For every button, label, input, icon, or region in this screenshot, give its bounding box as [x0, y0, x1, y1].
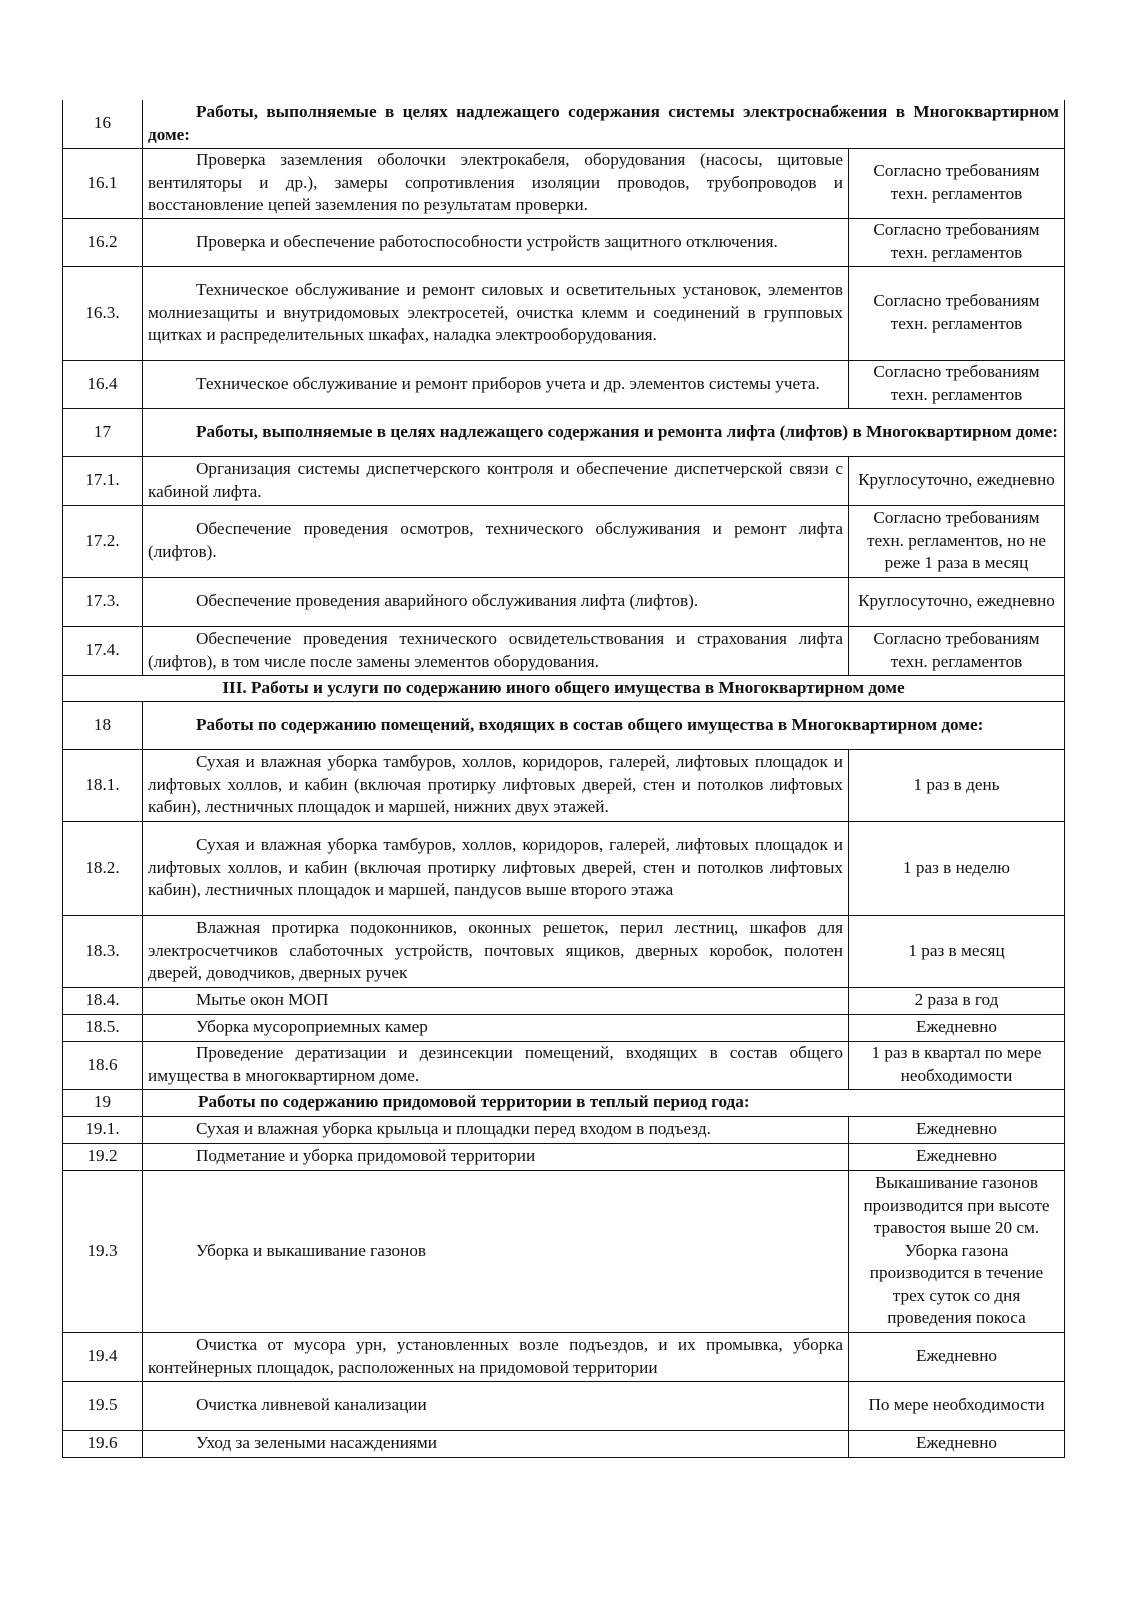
- item-number: 19.1.: [63, 1116, 143, 1143]
- item-number: 16.3.: [63, 266, 143, 360]
- item-description: [143, 360, 849, 408]
- item-description-text: Уход за зелеными насаждениями: [196, 1433, 437, 1453]
- group-heading-row: [63, 408, 1065, 456]
- document-page: [62, 100, 1064, 1458]
- table-row: [63, 218, 1065, 266]
- item-number: 18.5.: [63, 1014, 143, 1041]
- table-row: [63, 1170, 1065, 1332]
- group-number: 18: [63, 701, 143, 749]
- item-description-text: Обеспечение проведения аварийного обслуживания лифта (лифтов).: [196, 591, 699, 611]
- item-frequency: По мере необходимости: [849, 1381, 1065, 1430]
- group-title: [143, 701, 1065, 749]
- item-description: [143, 1014, 849, 1041]
- item-description-text: Проведение дератизации и дезинсекции помещений, входящих в состав общего имущества в многоквартирном доме.: [148, 1043, 843, 1085]
- group-title: [143, 408, 1065, 456]
- item-frequency: 1 раз в месяц: [849, 915, 1065, 987]
- services-table: [62, 100, 1065, 1458]
- item-frequency: Согласно требованиям техн. регламентов: [849, 626, 1065, 675]
- item-description: [143, 1430, 849, 1457]
- item-description: [143, 626, 849, 675]
- group-title: [143, 100, 1065, 148]
- item-description-text: Уборка мусороприемных камер: [196, 1017, 428, 1037]
- item-description-text: Сухая и влажная уборка крыльца и площадки перед входом в подъезд.: [196, 1119, 711, 1139]
- table-row: [63, 1381, 1065, 1430]
- group-title-text: Работы, выполняемые в целях надлежащего содержания и ремонта лифта (лифтов) в Многоквартирном доме:: [196, 421, 1058, 441]
- table-row: [63, 577, 1065, 626]
- group-title: [143, 1089, 1065, 1116]
- item-frequency: Ежедневно: [849, 1116, 1065, 1143]
- item-number: 19.4: [63, 1332, 143, 1381]
- section-title: III. Работы и услуги по содержанию иного общего имущества в Многоквартирном доме: [63, 675, 1065, 701]
- table-row: [63, 1430, 1065, 1457]
- item-description: [143, 749, 849, 821]
- item-description-text: Сухая и влажная уборка тамбуров, холлов, коридоров, галерей, лифтовых площадок и лифтовых холлов, и кабин (включая протирку лифтовых дверей, стен и потолков лифтовых кабин), лестничных площадок и маршей, пандусов выше второго этажа: [148, 835, 843, 900]
- item-frequency: Ежедневно: [849, 1430, 1065, 1457]
- item-number: 17.1.: [63, 456, 143, 505]
- item-frequency: Согласно требованиям техн. регламентов, но не реже 1 раза в месяц: [849, 505, 1065, 577]
- item-description: [143, 1170, 849, 1332]
- item-number: 18.6: [63, 1041, 143, 1089]
- item-description: [143, 1116, 849, 1143]
- table-row: [63, 1014, 1065, 1041]
- item-description-text: Влажная протирка подоконников, оконных решеток, перил лестниц, шкафов для электросчетчиков слаботочных устройств, почтовых ящиков, дверных коробок, полотен дверей, доводчиков, дверных ручек: [148, 918, 843, 983]
- item-description: [143, 577, 849, 626]
- item-number: 17.2.: [63, 505, 143, 577]
- table-row: [63, 1332, 1065, 1381]
- item-description-text: Уборка и выкашивание газонов: [196, 1240, 427, 1260]
- item-frequency: Ежедневно: [849, 1332, 1065, 1381]
- group-title-text: Работы по содержанию помещений, входящих в состав общего имущества в Многоквартирном доме:: [196, 714, 984, 734]
- item-frequency: Круглосуточно, ежедневно: [849, 577, 1065, 626]
- group-heading-row: [63, 100, 1065, 148]
- group-number: 16: [63, 100, 143, 148]
- item-frequency: 2 раза в год: [849, 987, 1065, 1014]
- item-description-text: Сухая и влажная уборка тамбуров, холлов, коридоров, галерей, лифтовых площадок и лифтовых холлов, и кабин (включая протирку лифтовых дверей, стен и потолков лифтовых кабин), лестничных площадок и маршей, нижних двух этажей.: [148, 752, 843, 817]
- item-number: 18.3.: [63, 915, 143, 987]
- item-description: [143, 456, 849, 505]
- item-description: [143, 218, 849, 266]
- table-row: [63, 749, 1065, 821]
- item-description: [143, 505, 849, 577]
- item-number: 19.5: [63, 1381, 143, 1430]
- table-row: [63, 821, 1065, 915]
- item-frequency: Согласно требованиям техн. регламентов: [849, 148, 1065, 218]
- item-number: 18.4.: [63, 987, 143, 1014]
- table-row: [63, 266, 1065, 360]
- item-number: 19.2: [63, 1143, 143, 1170]
- item-frequency: 1 раз в день: [849, 749, 1065, 821]
- item-frequency: 1 раз в неделю: [849, 821, 1065, 915]
- item-number: 17.3.: [63, 577, 143, 626]
- item-description: [143, 266, 849, 360]
- table-row: [63, 456, 1065, 505]
- item-number: 19.6: [63, 1430, 143, 1457]
- table-row: [63, 1041, 1065, 1089]
- item-description: [143, 148, 849, 218]
- item-description: [143, 915, 849, 987]
- group-number: 19: [63, 1089, 143, 1116]
- item-description: [143, 1332, 849, 1381]
- table-row: [63, 1143, 1065, 1170]
- item-description-text: Проверка и обеспечение работоспособности устройств защитного отключения.: [196, 231, 778, 251]
- item-description-text: Организация системы диспетчерского контроля и обеспечение диспетчерской связи с кабиной лифта.: [148, 458, 843, 501]
- item-number: 16.1: [63, 148, 143, 218]
- item-number: 16.4: [63, 360, 143, 408]
- item-frequency: Ежедневно: [849, 1143, 1065, 1170]
- group-number: 17: [63, 408, 143, 456]
- item-frequency: Согласно требованиям техн. регламентов: [849, 218, 1065, 266]
- group-heading-row: [63, 1089, 1065, 1116]
- item-number: 18.1.: [63, 749, 143, 821]
- item-description-text: Подметание и уборка придомовой территории: [196, 1146, 536, 1166]
- section-heading-row: [63, 675, 1065, 701]
- table-row: [63, 987, 1065, 1014]
- group-title-text: Работы, выполняемые в целях надлежащего содержания системы электроснабжения в Многоквартирном доме:: [148, 102, 1059, 144]
- item-description-text: Техническое обслуживание и ремонт приборов учета и др. элементов системы учета.: [196, 373, 820, 393]
- item-frequency: Ежедневно: [849, 1014, 1065, 1041]
- item-frequency: Согласно требованиям техн. регламентов: [849, 360, 1065, 408]
- services-table-body: [63, 100, 1065, 1457]
- item-description: [143, 1381, 849, 1430]
- item-number: 16.2: [63, 218, 143, 266]
- item-description-text: Проверка заземления оболочки электрокабеля, оборудования (насосы, щитовые вентиляторы и др.), замеры сопротивления изоляции проводов, трубопроводов и восстановление цепей заземления по результатам проверки.: [148, 150, 843, 215]
- item-frequency: Согласно требованиям техн. регламентов: [849, 266, 1065, 360]
- item-description: [143, 987, 849, 1014]
- table-row: [63, 915, 1065, 987]
- item-description-text: Техническое обслуживание и ремонт силовых и осветительных установок, элементов молниезащиты и внутридомовых электросетей, очистка клемм и соединений в групповых щитках и распределительных шкафах, наладка электрооборудования.: [148, 280, 843, 345]
- item-description-text: Мытье окон МОП: [196, 990, 329, 1010]
- table-row: [63, 148, 1065, 218]
- item-description: [143, 821, 849, 915]
- item-description-text: Очистка от мусора урн, установленных возле подъездов, и их промывка, уборка контейнерных площадок, расположенных на придомовой территории: [148, 1334, 843, 1377]
- item-frequency: Круглосуточно, ежедневно: [849, 456, 1065, 505]
- table-row: [63, 626, 1065, 675]
- group-heading-row: [63, 701, 1065, 749]
- table-row: [63, 360, 1065, 408]
- item-description: [143, 1143, 849, 1170]
- item-frequency: Выкашивание газонов производится при высоте травостоя выше 20 см. Уборка газона производится в течение трех суток со дня проведения покоса: [849, 1170, 1065, 1332]
- table-row: [63, 505, 1065, 577]
- item-number: 19.3: [63, 1170, 143, 1332]
- table-row: [63, 1116, 1065, 1143]
- item-description-text: Обеспечение проведения технического освидетельствования и страхования лифта (лифтов), в том числе после замены элементов оборудования.: [148, 628, 843, 671]
- item-frequency: 1 раз в квартал по мере необходимости: [849, 1041, 1065, 1089]
- item-number: 18.2.: [63, 821, 143, 915]
- item-number: 17.4.: [63, 626, 143, 675]
- item-description-text: Обеспечение проведения осмотров, технического обслуживания и ремонт лифта (лифтов).: [148, 519, 843, 561]
- item-description-text: Очистка ливневой канализации: [196, 1395, 427, 1415]
- item-description: [143, 1041, 849, 1089]
- group-title-text: Работы по содержанию придомовой территории в теплый период года:: [198, 1092, 750, 1112]
